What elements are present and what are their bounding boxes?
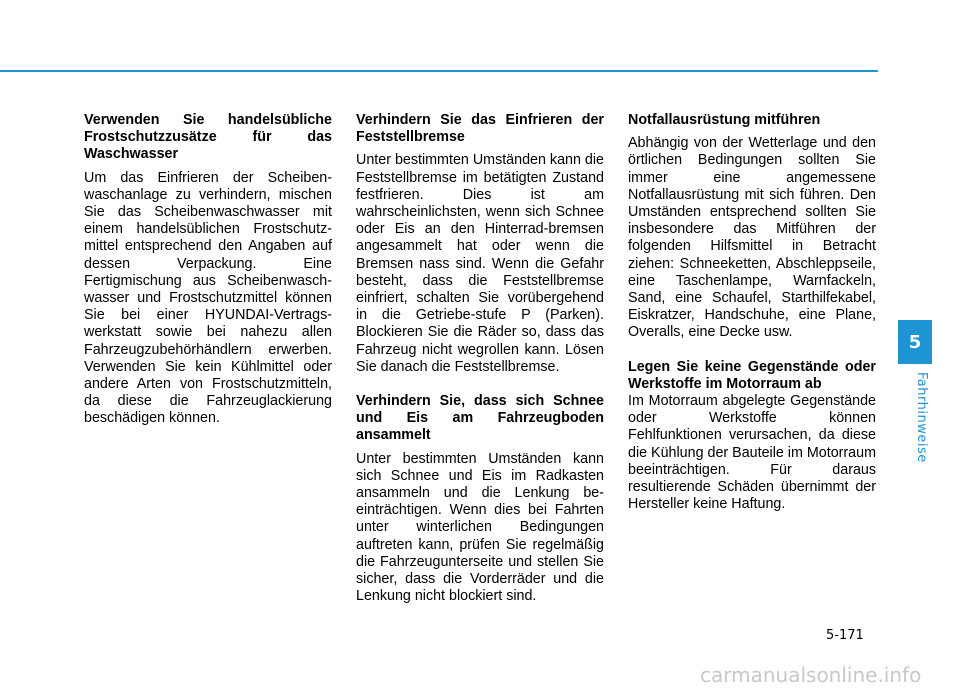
header-rule — [0, 70, 878, 72]
column-1 — [84, 112, 332, 428]
column-2 — [356, 112, 604, 605]
body-washer-antifreeze: Um das Einfrieren der Scheiben-waschanlage zu verhindern, mischen Sie das Scheibenwaschwasser mit einem handelsüblichen Frostschutz-mittel entsprechend den Angaben auf dessen Verpackung. Eine Fertigmischung aus Scheibenwasch-wasser und Frostschutzmittel können Sie bei einer HYUNDAI-Vertrags-werkstatt sowie bei nahezu allen Fahrzeugzubehörhändlern erwerben. Verwenden Sie kein Kühlmittel oder andere Arten von Frostschutzmitteln, da diese die Fahrzeuglackierung beschädigen können. — [84, 169, 332, 427]
body-parking-brake: Unter bestimmten Umständen kann die Feststellbremse im betätigten Zustand festfrieren. Dies ist am wahrscheinlichsten, wenn sich Schnee oder Eis an den Hinterrad-bremsen angesammelt hat oder wenn die Bremsen nass sind. Wenn die Gefahr besteht, dass die Feststellbremse einfriert, schalten Sie vorübergehend in die Getriebe-stufe P (Parken). Blockieren Sie die Räder so, dass das Fahrzeug nicht wegrollen kann. Lösen Sie danach die Feststellbremse. — [356, 152, 604, 375]
heading-washer-antifreeze: Verwenden Sie handelsübliche Frostschutzzusätze für das Waschwasser — [84, 112, 332, 163]
column-3 — [628, 112, 876, 513]
spacer — [356, 376, 604, 393]
heading-emergency-kit: Notfallausrüstung mitführen — [628, 112, 821, 128]
chapter-tab[interactable]: 5 — [898, 320, 932, 364]
body-emergency-kit: Abhängig von der Wetterlage und den örtlichen Bedingungen sollten Sie immer eine angemessene Notfallausrüstung mit sich führen. Den Umständen entsprechend sollten Sie insbesondere das Mitführen der folgenden Hilfsmittel in Betracht ziehen: Schneeketten, Abschleppseile, eine Taschenlampe, Warnfackeln, Sand, eine Schaufel, Starthilfekabel, Eiskratzer, Handschuhe, eine Plane, Overalls, eine Decke usw. — [628, 135, 876, 341]
spacer — [628, 342, 876, 359]
watermark: carmanualsonline.info — [700, 663, 922, 687]
body-engine-compartment: Im Motorraum abgelegte Gegenstände oder Werkstoffe können Fehlfunktionen verursachen, da diese die Kühlung der Bauteile im Motorraum beeinträchtigen. Für daraus resultierende Schäden übernimmt der Hersteller keine Haftung. — [628, 393, 876, 513]
body-snow-underbody: Unter bestimmten Umständen kann sich Schnee und Eis im Radkasten ansammeln und die Lenkung be-einträchtigen. Wenn dies bei Fahrten unter winterlichen Bedingungen auftreten kann, prüfen Sie regelmäßig die Fahrzeugunterseite und stellen Sie sicher, dass die Vorderräder und die Lenkung nicht blockiert sind. — [356, 450, 604, 605]
heading-parking-brake: Verhindern Sie das Einfrieren der Feststellbremse — [356, 112, 604, 146]
page-number: 5-171 — [826, 628, 864, 643]
heading-engine-compartment: Legen Sie keine Gegenstände oder Werkstoffe im Motorraum ab — [628, 358, 876, 392]
chapter-label: Fahrhinweise — [914, 372, 929, 463]
heading-snow-underbody: Verhindern Sie, dass sich Schnee und Eis am Fahrzeugboden ansammelt — [356, 393, 604, 444]
